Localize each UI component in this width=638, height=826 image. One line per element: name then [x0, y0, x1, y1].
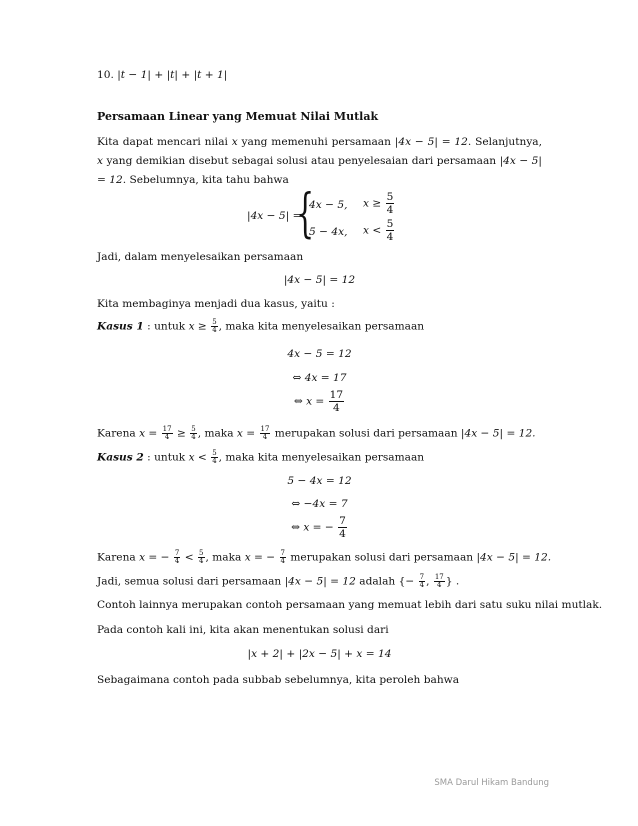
case1-expression: 4x − 5,: [309, 199, 348, 211]
summary-text-1: Jadi, semua solusi dari persamaan: [97, 575, 285, 588]
small-fraction: [162, 426, 173, 441]
small-fraction: [280, 550, 286, 565]
fraction-denominator: 4: [212, 457, 217, 465]
kasus1-heading: [97, 319, 424, 334]
conclusion-text-2: , maka: [197, 427, 237, 440]
case1-cond-text: x ≥: [363, 197, 382, 210]
set-open: {−: [398, 575, 415, 588]
kasus2-text-2: , maka kita menyelesaikan persamaan: [218, 451, 425, 464]
fraction-denominator: 4: [212, 326, 217, 334]
kasus1-step-3: [97, 389, 542, 414]
kasus2-step-2: ⇔ −4x = 7: [291, 498, 348, 510]
kasus1-cond: x ≥: [188, 320, 207, 333]
fraction: [386, 191, 395, 216]
conclusion-x: x = −: [244, 551, 276, 564]
item-10: [97, 69, 227, 81]
fraction-numerator: 5: [191, 425, 196, 433]
kasus1-text-1: : untuk: [143, 320, 189, 333]
fraction: [338, 515, 347, 540]
conclusion-x: x =: [236, 427, 256, 440]
intro-text-4: yang demikian disebut sebagai solusi atau penyelesaian dari persamaan: [102, 155, 500, 167]
small-fraction: [260, 426, 271, 441]
fraction-denominator: 4: [419, 581, 425, 589]
small-fraction: [211, 450, 217, 465]
set-comma: ,: [426, 575, 433, 588]
small-fraction: [174, 550, 180, 565]
var-x: x: [231, 136, 238, 148]
footer-text: SMA Darul Hikam Bandung: [434, 778, 549, 788]
fraction-numerator: 5: [212, 449, 217, 457]
case2-condition: [363, 218, 395, 243]
intro-equation: |4x − 5| = 12: [97, 155, 542, 186]
sebagaimana-text: Sebagaimana contoh pada subbab sebelumnya, kita peroleh bahwa: [97, 674, 460, 686]
kasus1-step-1: 4x − 5 = 12: [287, 348, 352, 360]
conclusion-x: x = −: [139, 551, 170, 564]
kasus2-heading: [97, 450, 424, 465]
kasus1-step-2: ⇔ 4x = 17: [292, 372, 347, 384]
fraction: [386, 218, 395, 243]
fraction-denominator: 4: [191, 433, 196, 441]
pada-text: Pada contoh kali ini, kita akan menentukan solusi dari: [97, 624, 389, 636]
small-fraction: [434, 574, 445, 589]
summary-end: .: [452, 575, 460, 588]
kasus1-conclusion: [97, 426, 536, 441]
kasus2-cond: x <: [188, 451, 207, 464]
contoh-text: Contoh lainnya merupakan contoh persamaan yang memuat lebih dari satu suku nilai mutlak.: [97, 599, 603, 611]
step3-lhs: ⇔ x = −: [291, 521, 334, 534]
kasus2-conclusion: [97, 550, 551, 565]
intro-paragraph: [97, 133, 542, 190]
conclusion-text-1: Karena: [97, 427, 140, 440]
jadi-intro: Jadi, dalam menyelesaikan persamaan: [97, 251, 304, 263]
var-x: x: [97, 155, 103, 167]
fraction-numerator: 7: [280, 549, 286, 557]
summary-equation: |4x − 5| = 12: [284, 575, 356, 588]
conclusion-x: x =: [139, 427, 158, 440]
fraction-denominator: 4: [280, 557, 286, 565]
conclusion-equation: |4x − 5| = 12.: [460, 427, 536, 440]
kasus2-text-1: : untuk: [143, 451, 189, 464]
step3-lhs: ⇔ x =: [293, 395, 325, 408]
conclusion-text-3: merupakan solusi dari persamaan: [271, 427, 461, 440]
fraction-numerator: 7: [419, 573, 425, 581]
fraction-denominator: 4: [339, 528, 346, 540]
fraction-denominator: 4: [262, 433, 268, 441]
fraction-denominator: 4: [386, 204, 394, 216]
summary: [97, 574, 459, 589]
small-fraction: [190, 426, 196, 441]
intro-text-1: Kita dapat mencari nilai: [97, 136, 232, 148]
fraction: [329, 389, 344, 414]
fraction-numerator: 7: [174, 549, 180, 557]
conclusion-text-2: , maka: [205, 551, 245, 564]
fraction-numerator: 17: [329, 389, 344, 401]
intro-text-5: . Sebelumnya, kita tahu bahwa: [122, 174, 289, 186]
fraction-numerator: 5: [212, 318, 217, 326]
small-fraction: [419, 574, 425, 589]
small-fraction: [211, 319, 217, 334]
small-fraction: [198, 550, 204, 565]
set-close: }: [445, 575, 453, 588]
fraction-denominator: 4: [199, 557, 204, 565]
fraction-numerator: 17: [260, 425, 270, 433]
fraction-numerator: 17: [434, 573, 444, 581]
kasus2-label: Kasus 2: [97, 451, 144, 464]
fraction-numerator: 17: [162, 425, 172, 433]
fraction-numerator: 7: [339, 515, 346, 527]
intro-text-2: yang memenuhi persamaan: [237, 136, 395, 148]
conclusion-text-3: merupakan solusi dari persamaan: [287, 551, 477, 564]
main-equation: |4x − 5| = 12: [283, 274, 356, 286]
lt-symbol: <: [184, 551, 194, 564]
ge-symbol: ≥: [176, 427, 186, 440]
piecewise-lhs: |4x − 5| =: [247, 210, 302, 222]
fraction-numerator: 5: [386, 218, 394, 230]
conclusion-text-1: Karena: [97, 551, 140, 564]
section-title: Persamaan Linear yang Memuat Nilai Mutlak: [97, 110, 379, 123]
summary-text-2: adalah: [355, 575, 399, 588]
case1-condition: [363, 191, 395, 216]
fraction-denominator: 4: [386, 231, 394, 243]
fraction-denominator: 4: [437, 581, 442, 589]
intro-text-3: . Selanjutnya,: [467, 136, 542, 148]
fraction-denominator: 4: [174, 557, 180, 565]
kasus2-step-1: 5 − 4x = 12: [287, 475, 352, 487]
fraction-numerator: 5: [386, 191, 394, 203]
split-text: Kita membaginya menjadi dua kasus, yaitu :: [97, 298, 335, 310]
kasus1-label: Kasus 1: [97, 320, 144, 333]
second-equation: |x + 2| + |2x − 5| + x = 14: [247, 648, 392, 660]
case2-cond-text: x <: [363, 224, 382, 237]
item-expression: |t − 1| + |t| + |t + 1|: [117, 69, 228, 81]
intro-equation: |4x − 5| = 12: [394, 136, 468, 148]
left-brace: {: [296, 184, 315, 244]
kasus1-text-2: , maka kita menyelesaikan persamaan: [218, 320, 425, 333]
fraction-numerator: 5: [199, 549, 204, 557]
item-number: 10.: [97, 69, 118, 81]
conclusion-equation: |4x − 5| = 12.: [476, 551, 552, 564]
fraction-denominator: 4: [164, 433, 170, 441]
kasus2-step-3: [97, 515, 542, 540]
case2-expression: 5 − 4x,: [309, 226, 348, 238]
fraction-denominator: 4: [333, 402, 340, 414]
